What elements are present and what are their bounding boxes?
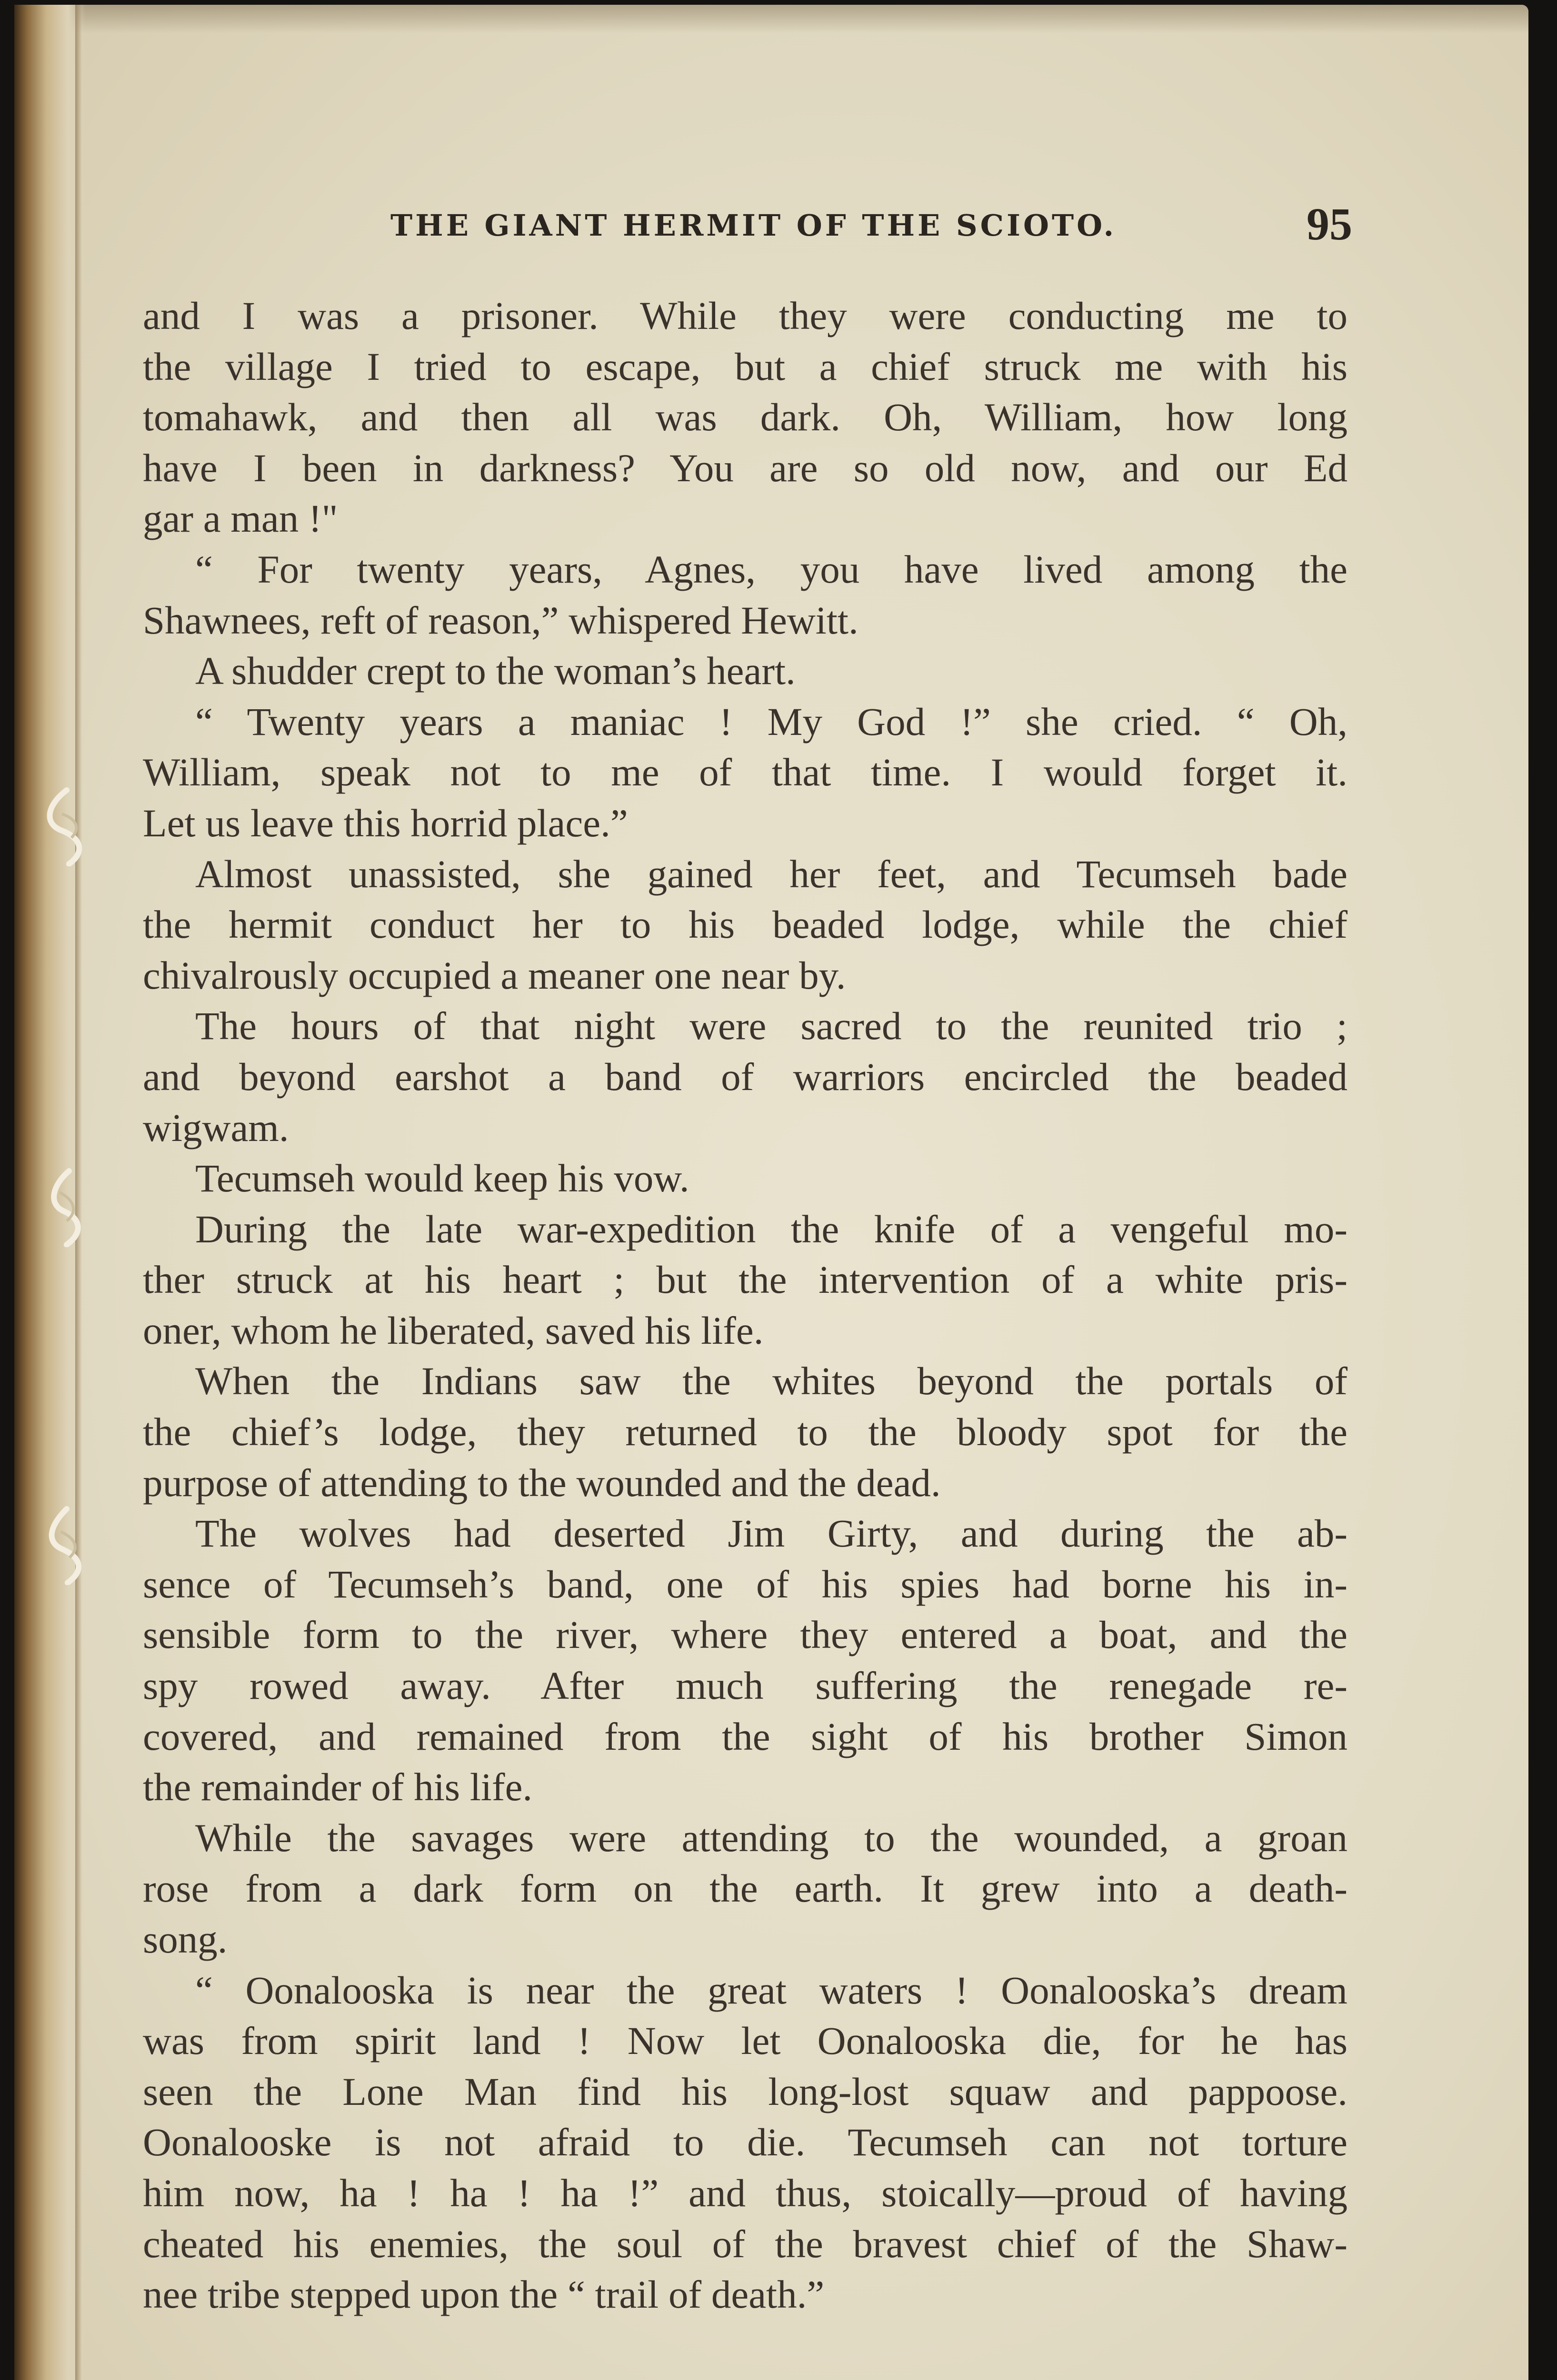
- text-line: and beyond earshot a band of warriors encircled the beaded: [143, 1054, 1347, 1099]
- text-line: Oonalooske is not afraid to die. Tecumseh can not torture: [143, 2120, 1347, 2164]
- text-line: Almost unassisted, she gained her feet, and Tecumseh bade: [195, 852, 1347, 896]
- text-line: the village I tried to escape, but a chief struck me with his: [143, 344, 1347, 388]
- text-line: “ Twenty years a maniac ! My God !” she cried. “ Oh,: [195, 699, 1347, 744]
- running-head: THE GIANT HERMIT OF THE SCIOTO.: [390, 208, 1117, 243]
- text-line: the hermit conduct her to his beaded lodge, while the chief: [143, 902, 1347, 947]
- text-line: Shawnees, reft of reason,” whispered Hewitt.: [143, 598, 858, 642]
- text-line: song.: [143, 1917, 228, 1961]
- text-line: ther struck at his heart ; but the intervention of a white pris-: [143, 1258, 1347, 1302]
- text-line: him now, ha ! ha ! ha !” and thus, stoically—proud of having: [143, 2171, 1347, 2215]
- text-line: seen the Lone Man find his long-lost squaw and pappoose.: [143, 2069, 1347, 2113]
- text-line: “ Oonalooska is near the great waters ! Oonalooska’s dream: [195, 1968, 1347, 2012]
- text-line: nee tribe stepped upon the “ trail of death.”: [143, 2272, 825, 2317]
- text-line: oner, whom he liberated, saved his life.: [143, 1308, 764, 1352]
- text-line: have I been in darkness? You are so old now, and our Ed: [143, 446, 1347, 490]
- text-line: The wolves had deserted Jim Girty, and during the ab-: [195, 1511, 1347, 1556]
- text-line: wigwam.: [143, 1105, 289, 1150]
- text-line: was from spirit land ! Now let Oonalooska die, for he has: [143, 2019, 1347, 2063]
- text-line: During the late war-expedition the knife of a vengeful mo-: [195, 1207, 1347, 1251]
- body-text: [143, 290, 1347, 2320]
- text-line: A shudder crept to the woman’s heart.: [195, 649, 796, 693]
- text-line: sence of Tecumseh’s band, one of his spies had borne his in-: [143, 1562, 1347, 1606]
- text-line: covered, and remained from the sight of his brother Simon: [143, 1714, 1347, 1758]
- binding-stitch-icon: [33, 1504, 105, 1585]
- text-line: Let us leave this horrid place.”: [143, 801, 628, 845]
- text-line: and I was a prisoner. While they were conducting me to: [143, 294, 1347, 337]
- text-line: When the Indians saw the whites beyond the portals of: [195, 1359, 1347, 1403]
- text-line: rose from a dark form on the earth. It grew into a death-: [143, 1866, 1347, 1911]
- text-line: The hours of that night were sacred to the reunited trio ;: [195, 1004, 1347, 1048]
- text-line: spy rowed away. After much suffering the renegade re-: [143, 1664, 1347, 1708]
- text-line: Tecumseh would keep his vow.: [195, 1156, 689, 1200]
- text-line: While the savages were attending to the wounded, a groan: [195, 1815, 1347, 1860]
- text-line: sensible form to the river, where they entered a boat, and the: [143, 1613, 1347, 1657]
- text-line: “ For twenty years, Agnes, you have lived among the: [195, 547, 1347, 591]
- text-line: the chief’s lodge, they returned to the bloody spot for the: [143, 1410, 1347, 1454]
- text-line: purpose of attending to the wounded and the dead.: [143, 1460, 941, 1505]
- page-header: [390, 198, 1352, 255]
- binding-stitch-icon: [33, 785, 105, 866]
- page-top-shading: [14, 5, 1528, 33]
- text-line: the remainder of his life.: [143, 1765, 533, 1809]
- binding-stitch-icon: [33, 1166, 105, 1247]
- text-line: cheated his enemies, the soul of the bravest chief of the Shaw-: [143, 2221, 1347, 2266]
- text-line: William, speak not to me of that time. I would forget it.: [143, 750, 1347, 794]
- text-line: tomahawk, and then all was dark. Oh, William, how long: [143, 395, 1347, 439]
- text-line: chivalrously occupied a meaner one near by.: [143, 953, 846, 997]
- text-line: gar a man !": [143, 496, 338, 541]
- page-number: 95: [1307, 198, 1352, 249]
